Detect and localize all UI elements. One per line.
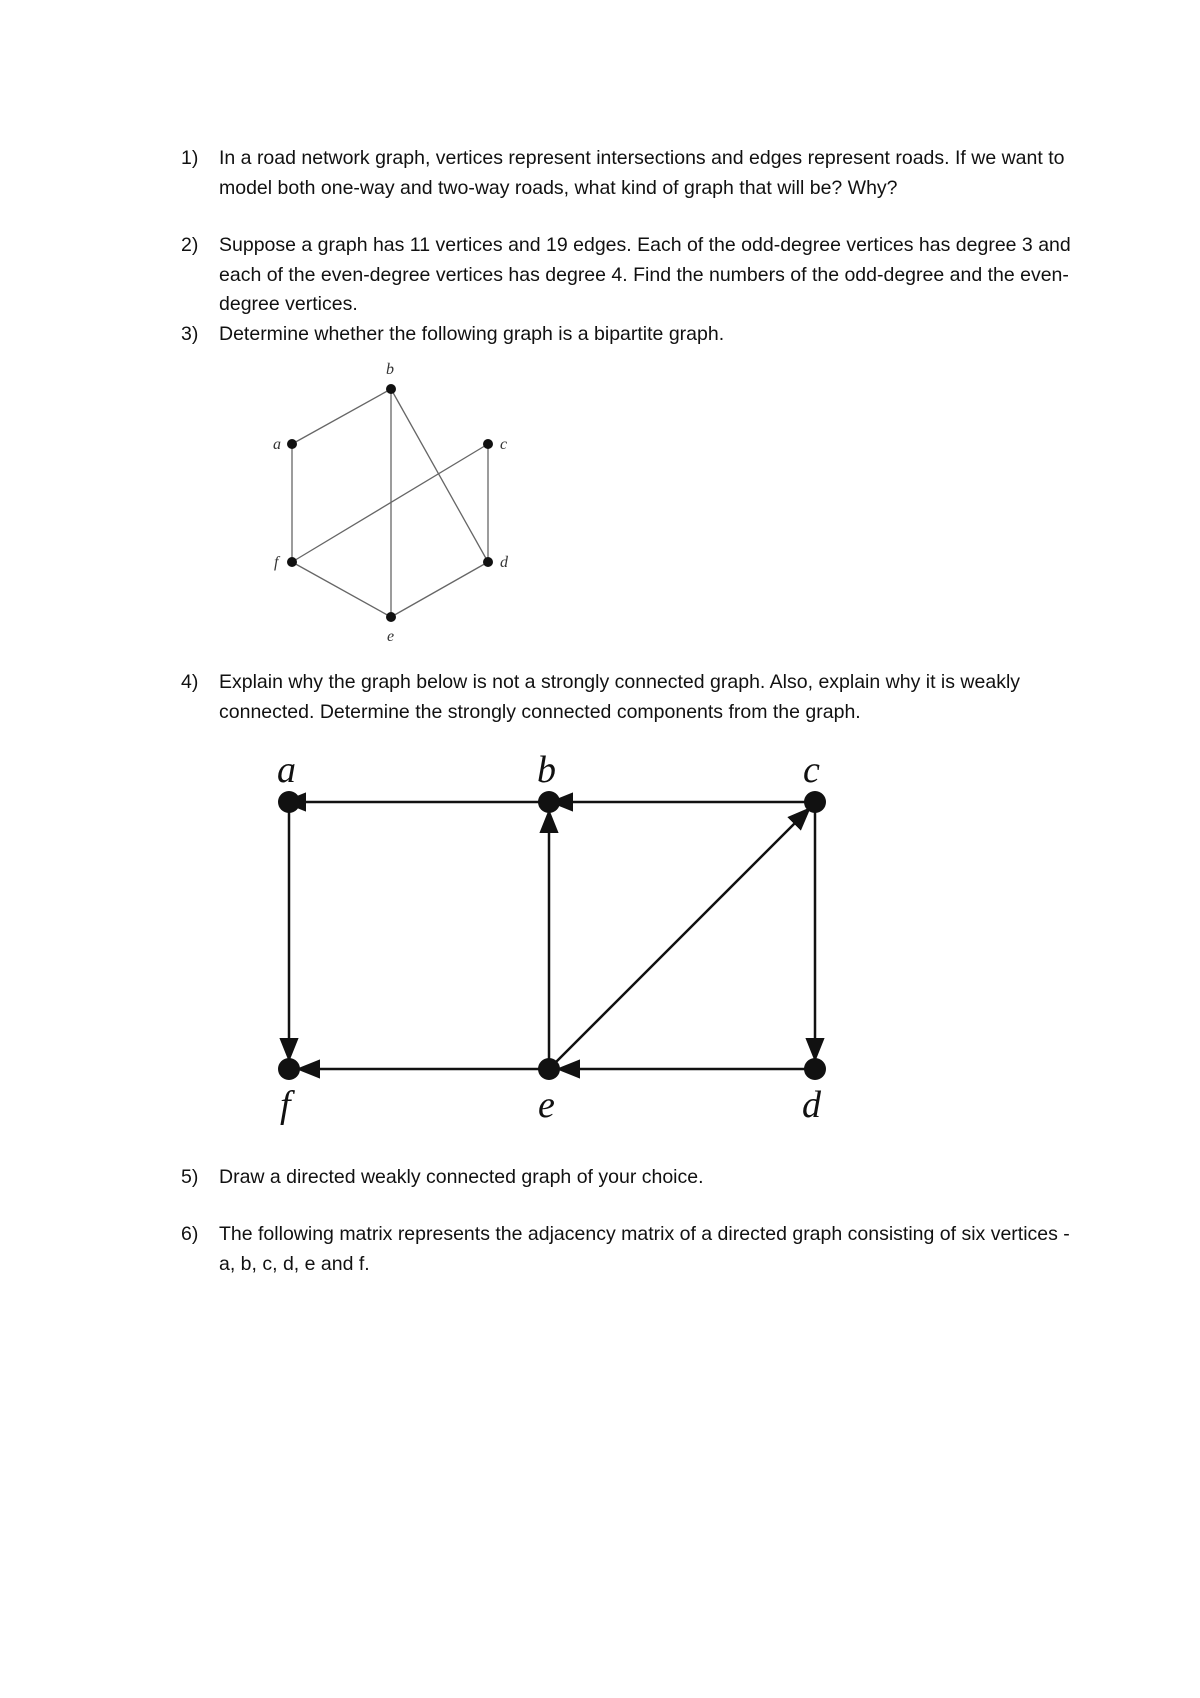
edge-b-d: [391, 389, 488, 562]
vertex-label-d: d: [802, 1084, 821, 1126]
question-number: 1): [181, 147, 199, 169]
question-text: In a road network graph, vertices represent intersections and edges represent roads. If we want to model both one-way and two-way roads, what kind of graph that will be? Why?: [219, 147, 1065, 199]
question-3: [181, 320, 1081, 350]
bipartite-graph-figure: [260, 358, 520, 650]
question-2: [181, 231, 1081, 320]
vertex-label-e: e: [387, 628, 395, 645]
question-text: The following matrix represents the adjacency matrix of a directed graph consisting of six vertices - a, b, c, d, e and f.: [219, 1223, 1070, 1275]
question-number: 5): [181, 1166, 199, 1188]
question-number: 6): [181, 1223, 199, 1245]
vertex-b: [538, 791, 560, 813]
vertex-label-d: d: [500, 554, 508, 571]
directed-graph-figure: [260, 742, 860, 1137]
edge-a-b: [292, 389, 391, 444]
vertex-e: [538, 1058, 560, 1080]
question-6: [181, 1220, 1081, 1279]
edge-d-e: [391, 562, 488, 617]
question-number: 3): [181, 323, 199, 345]
vertex-label-c: c: [500, 436, 508, 453]
vertex-label-f: f: [274, 554, 279, 571]
vertex-d: [804, 1058, 826, 1080]
vertex-a: [278, 791, 300, 813]
edge-c-f: [292, 444, 488, 562]
question-number: 4): [181, 671, 199, 693]
question-number: 2): [181, 234, 199, 256]
vertex-label-b: b: [537, 749, 556, 791]
vertex-b: [386, 384, 396, 394]
vertex-label-e: e: [538, 1084, 555, 1126]
vertex-label-b: b: [386, 361, 394, 378]
edge-e-f: [292, 562, 391, 617]
vertex-label-c: c: [803, 749, 820, 791]
vertex-f: [287, 557, 297, 567]
vertex-c: [483, 439, 493, 449]
question-text: Draw a directed weakly connected graph of your choice.: [219, 1166, 704, 1188]
vertex-c: [804, 791, 826, 813]
question-text: Explain why the graph below is not a strongly connected graph. Also, explain why it is weakly connected. Determine the strongly connected components from the graph.: [219, 671, 1021, 723]
vertex-label-a: a: [273, 436, 281, 453]
vertex-e: [386, 612, 396, 622]
vertex-label-f: f: [280, 1084, 291, 1126]
question-text: Determine whether the following graph is a bipartite graph.: [219, 323, 725, 345]
vertex-f: [278, 1058, 300, 1080]
question-4: [181, 668, 1081, 727]
vertex-a: [287, 439, 297, 449]
edge-e-c: [549, 807, 811, 1069]
question-1: [181, 144, 1081, 203]
question-text: Suppose a graph has 11 vertices and 19 edges. Each of the odd-degree vertices has degree 3 and each of the even-degree vertices has degree 4. Find the numbers of the odd-degree and the even-degree vertices.: [219, 234, 1071, 315]
question-5: [181, 1163, 1081, 1193]
vertex-label-a: a: [277, 749, 296, 791]
vertex-d: [483, 557, 493, 567]
